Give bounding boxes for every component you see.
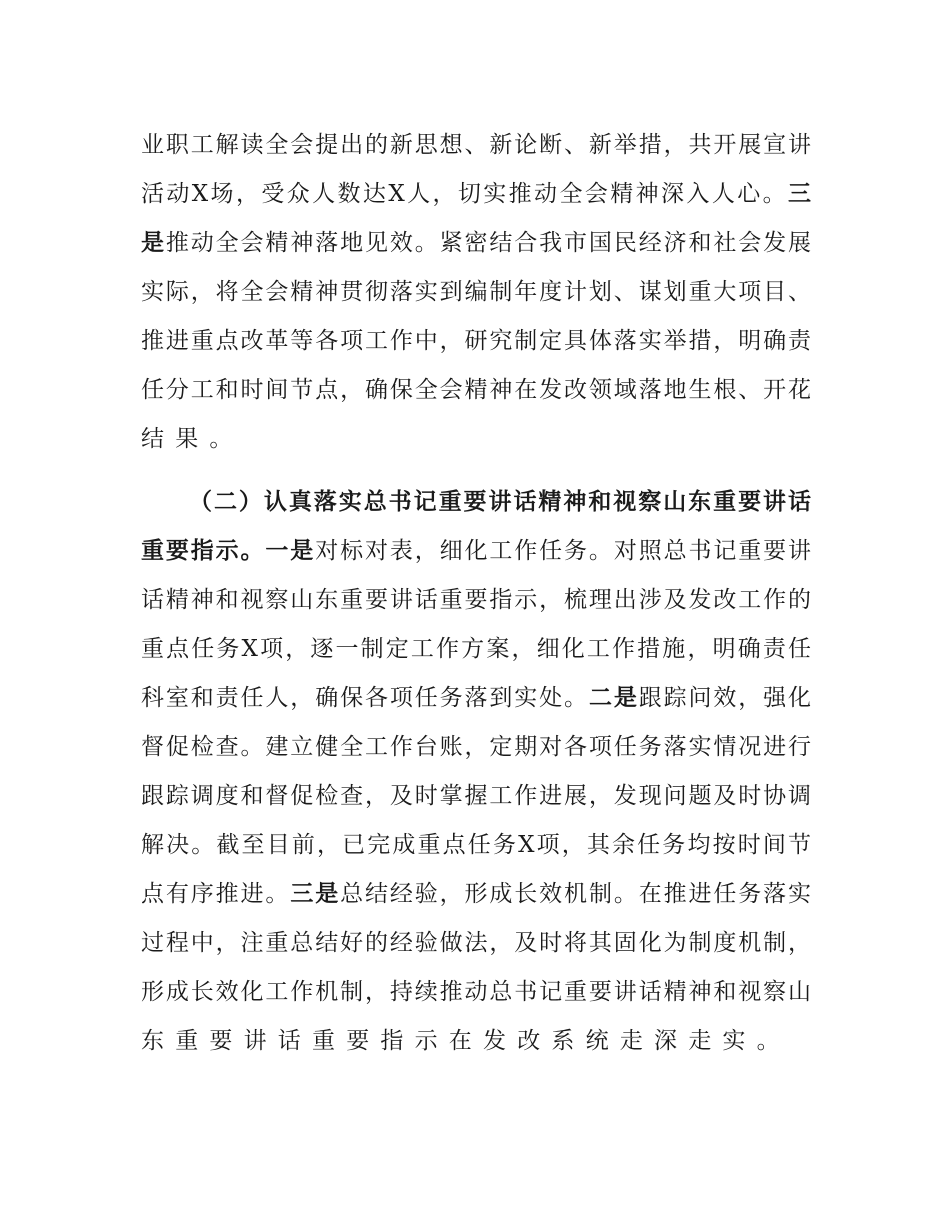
body-text: 过程中，注重总结好的经验做法，及时将其固化为制度机制， <box>141 930 811 956</box>
text-line <box>141 679 811 728</box>
bold-text: 三是 <box>290 881 341 907</box>
paragraph <box>141 483 811 1071</box>
body-text: 东重要讲话重要指示在发改系统走深走实。 <box>141 1028 791 1054</box>
bold-text: 重要指示。一是 <box>141 538 316 564</box>
body-text: 督促检查。建立健全工作台账，定期对各项任务落实情况进行 <box>141 734 811 760</box>
body-text: 科室和责任人，确保各项任务落到实处。 <box>141 685 589 711</box>
text-line <box>141 1022 811 1071</box>
body-text: 总结经验，形成长效机制。在推进任务落实 <box>340 881 812 907</box>
text-line <box>141 322 811 371</box>
text-line <box>141 875 811 924</box>
text-line <box>141 973 811 1022</box>
body-text: 对标对表，细化工作任务。对照总书记重要讲 <box>315 538 812 564</box>
paragraph <box>141 126 811 469</box>
bold-text: 是 <box>141 230 166 256</box>
text-line <box>141 126 811 175</box>
body-text: 点有序推进。 <box>141 881 291 907</box>
text-line <box>141 175 811 224</box>
bold-text: 二是 <box>588 685 639 711</box>
text-line <box>141 581 811 630</box>
body-text: 跟踪问效，强化 <box>638 685 812 711</box>
text-line <box>141 532 811 581</box>
body-text: 推动全会精神落地见效。紧密结合我市国民经济和社会发展 <box>165 230 812 256</box>
body-text: 形成长效化工作机制，持续推动总书记重要讲话精神和视察山 <box>141 979 811 1005</box>
body-text: 解决。截至目前，已完成重点任务X项，其余任务均按时间节 <box>141 832 811 858</box>
text-line <box>141 224 811 273</box>
bold-text: （二）认真落实总书记重要讲话精神和视察山东重要讲话 <box>189 489 811 515</box>
text-line <box>141 924 811 973</box>
body-text: 业职工解读全会提出的新思想、新论断、新举措，共开展宣讲 <box>141 132 811 158</box>
text-line <box>141 371 811 420</box>
body-text: 话精神和视察山东重要讲话重要指示，梳理出涉及发改工作的 <box>141 587 811 613</box>
bold-text: 三 <box>788 181 811 207</box>
text-line <box>141 420 811 469</box>
body-text: 推进重点改革等各项工作中，研究制定具体落实举措，明确责 <box>141 328 811 354</box>
text-line <box>141 777 811 826</box>
body-text: 重点任务X项，逐一制定工作方案，细化工作措施，明确责任 <box>141 636 811 662</box>
body-text: 任分工和时间节点，确保全会精神在发改领域落地生根、开花 <box>141 377 811 403</box>
body-text: 结果。 <box>141 426 244 452</box>
text-line <box>141 273 811 322</box>
text-line <box>141 630 811 679</box>
document-page <box>141 126 811 1071</box>
body-text: 活动X场，受众人数达X人，切实推动全会精神深入人心。 <box>141 181 788 207</box>
text-line <box>141 826 811 875</box>
body-text: 跟踪调度和督促检查，及时掌握工作进展，发现问题及时协调 <box>141 783 811 809</box>
text-line <box>141 728 811 777</box>
text-line <box>141 483 811 532</box>
body-text: 实际，将全会精神贯彻落实到编制年度计划、谋划重大项目、 <box>141 279 811 305</box>
